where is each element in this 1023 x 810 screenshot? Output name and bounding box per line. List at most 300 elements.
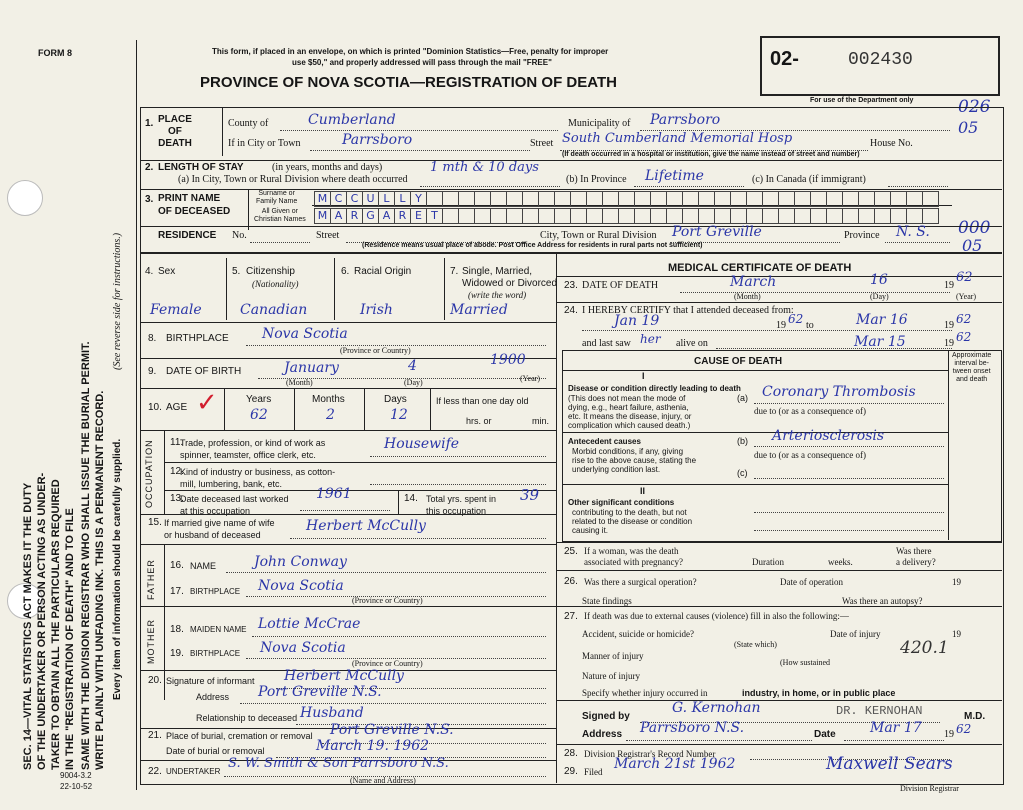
surname-box <box>602 191 619 207</box>
item-3-number: 3. <box>145 194 154 205</box>
age-months-value: 2 <box>326 407 335 423</box>
given-box <box>586 208 603 224</box>
manner-label: Manner of injury <box>582 651 644 661</box>
item-14-number: 14. <box>404 493 418 504</box>
sex-value: Female <box>150 302 202 318</box>
cause-of-death-title: CAUSE OF DEATH <box>694 356 783 367</box>
informant-address-value: Port Greville N.S. <box>258 684 382 700</box>
given-box <box>314 208 331 224</box>
death-year-hint: (Year) <box>956 292 977 301</box>
hospital-value: South Cumberland Memorial Hosp <box>562 131 793 146</box>
given-letter: A <box>334 209 343 222</box>
surname-box <box>618 191 635 207</box>
street-label: Street <box>530 138 554 149</box>
residence-province-value: N. S. <box>896 224 930 240</box>
given-letter: M <box>317 209 328 222</box>
given-box <box>874 208 891 224</box>
mother-maiden-label: MAIDEN NAME <box>190 625 247 634</box>
surname-box <box>570 191 587 207</box>
roman-i: I <box>642 371 645 381</box>
surname-letter: C <box>334 192 343 205</box>
print-name-label: PRINT NAME OF DECEASED <box>158 193 231 217</box>
registrar-signature: Maxwell Sears <box>826 754 953 774</box>
side-instruction-5: SAME WITH THE DIVISION REGISTRAR WHO SHALL ISSUE THE BURIAL PERMIT. <box>80 341 92 770</box>
surname-box <box>490 191 507 207</box>
item-15-number: 15. <box>148 517 162 528</box>
surname-box <box>874 191 891 207</box>
last-saw-label: and last saw <box>582 338 631 349</box>
age-days-label: Days <box>384 394 407 405</box>
given-names-label: All Given or Christian Names <box>254 208 306 223</box>
surname-box <box>842 191 859 207</box>
birthplace-hint: (Province or Country) <box>340 346 411 355</box>
surname-box <box>810 191 827 207</box>
registration-prefix: 02- <box>770 48 799 70</box>
surname-box <box>474 191 491 207</box>
given-box <box>458 208 475 224</box>
trade-label: Trade, profession, or kind of work as spinner, teamster, office clerk, etc. <box>180 438 326 460</box>
department-use-note: For use of the Department only <box>810 97 914 104</box>
surname-box <box>826 191 843 207</box>
length-of-stay-units: (in years, months and days) <box>272 162 383 173</box>
surname-letter: U <box>366 192 375 205</box>
item-27-number: 27. <box>564 611 578 622</box>
how-sustained-hint: (How sustained <box>780 658 830 667</box>
sex-label: Sex <box>158 266 176 277</box>
item-7-number: 7. <box>450 266 459 277</box>
los-province-label: (b) In Province <box>566 174 627 185</box>
registration-number: 002430 <box>848 50 913 70</box>
surname-box <box>762 191 779 207</box>
death-month-value: March <box>730 274 777 290</box>
citizenship-value: Canadian <box>240 302 308 318</box>
punch-hole-top <box>7 180 43 216</box>
certify-label: I HEREBY CERTIFY that I attended deceased from: <box>582 305 794 316</box>
mother-side-label: MOTHER <box>146 619 156 664</box>
other-conditions-head: Other significant conditions <box>568 498 675 507</box>
given-box <box>682 208 699 224</box>
given-box <box>554 208 571 224</box>
surname-box <box>746 191 763 207</box>
duration-label: Duration <box>752 557 784 567</box>
given-box <box>490 208 507 224</box>
burial-date-value: March 19. 1962 <box>316 738 430 754</box>
envelope-note-2: use $50," and properly addressed will pass through the mail "FREE" <box>292 58 552 67</box>
citizenship-label: Citizenship <box>246 266 295 277</box>
father-birthplace-value: Nova Scotia <box>258 578 344 594</box>
cause-b-label: (b) <box>737 436 748 446</box>
item-28-number: 28. <box>564 748 578 759</box>
given-box <box>602 208 619 224</box>
racial-origin-label: Racial Origin <box>354 266 412 277</box>
given-box <box>810 208 827 224</box>
father-birthplace-hint: (Province or Country) <box>352 596 423 605</box>
less-than-day-label: If less than one day old <box>436 396 529 406</box>
county-value: Cumberland <box>308 112 396 128</box>
immediate-cause-note: (This does not mean the mode of dying, e.g., heart failure, asthenia, etc. It means the disease, injury, or complication which caused death.) <box>568 394 692 430</box>
nature-label: Nature of injury <box>582 671 640 681</box>
informant-label: Signature of informant <box>166 676 255 686</box>
attend-to-year: 62 <box>956 312 972 326</box>
left-rule <box>136 40 137 790</box>
informant-address-label: Address <box>196 692 230 702</box>
given-box <box>474 208 491 224</box>
surname-box <box>426 191 443 207</box>
surname-box <box>906 191 923 207</box>
item-9-number: 9. <box>148 366 157 377</box>
state-which-hint: (State which) <box>734 640 777 649</box>
given-box <box>666 208 683 224</box>
dept-code-3: 000 <box>958 218 991 238</box>
surname-box <box>682 191 699 207</box>
mother-birthplace-hint: (Province or Country) <box>352 659 423 668</box>
relationship-value: Husband <box>300 705 364 721</box>
attend-from-value: Jan 19 <box>614 313 660 329</box>
sig-date-value: Mar 17 <box>870 720 922 736</box>
md-label: M.D. <box>964 711 986 722</box>
mother-name-value: Lottie McCrae <box>258 616 361 632</box>
surname-letter: L <box>399 192 406 205</box>
given-letter: G <box>366 209 375 222</box>
last-saw-value: her <box>640 332 661 346</box>
residence-no-label: No. <box>232 230 247 241</box>
city-town-label: If in City or Town <box>228 138 301 149</box>
nationality-label: (Nationality) <box>252 279 299 289</box>
total-years-label: Total yrs. spent in this occupation <box>426 494 497 516</box>
item-21-number: 21. <box>148 730 162 741</box>
form-title: PROVINCE OF NOVA SCOTIA—REGISTRATION OF DEATH <box>200 74 617 91</box>
father-birthplace-label: BIRTHPLACE <box>190 587 241 596</box>
hrs-label: hrs. or <box>466 416 492 426</box>
filed-value: March 21st 1962 <box>614 756 736 772</box>
injury-code-value: 420.1 <box>900 638 949 658</box>
dob-year-hint: (Year) <box>520 374 541 383</box>
cause-a-label: (a) <box>737 393 748 403</box>
given-box <box>714 208 731 224</box>
residence-province-label: Province <box>844 230 880 241</box>
item-22-number: 22. <box>148 766 162 777</box>
given-box <box>362 208 379 224</box>
surname-box <box>522 191 539 207</box>
informant-value: Herbert McCully <box>284 668 404 684</box>
given-box <box>506 208 523 224</box>
surname-box <box>314 191 331 207</box>
alive-on-year: 62 <box>956 330 972 344</box>
given-box <box>650 208 667 224</box>
item-8-number: 8. <box>148 333 157 344</box>
item-18-number: 18. <box>170 624 184 635</box>
violence-label: If death was due to external causes (violence) fill in also the following:— <box>584 611 849 621</box>
house-no-label: House No. <box>870 138 913 149</box>
print-code-2: 22-10-52 <box>60 782 93 791</box>
surname-letter: Y <box>415 192 422 205</box>
surname-box <box>458 191 475 207</box>
mother-birthplace-value: Nova Scotia <box>260 640 346 656</box>
given-box <box>410 208 427 224</box>
age-label: AGE <box>166 402 188 413</box>
marital-label: Single, Married, Widowed or Divorced <box>462 266 558 289</box>
div-reg-number-label: Division Registrar's Record Number <box>584 749 716 759</box>
given-box <box>442 208 459 224</box>
given-box <box>730 208 747 224</box>
surname-box <box>330 191 347 207</box>
relationship-label: Relationship to deceased <box>196 713 298 723</box>
sig-address-value: Parrsboro N.S. <box>640 720 745 736</box>
given-box <box>426 208 443 224</box>
item-6-number: 6. <box>341 266 350 277</box>
surname-box <box>586 191 603 207</box>
given-box <box>906 208 923 224</box>
residence-city-label: City, Town or Rural Division <box>540 230 657 241</box>
given-letter: R <box>398 209 407 222</box>
item-17-number: 17. <box>170 586 184 597</box>
date-of-death-label: DATE OF DEATH <box>582 280 659 291</box>
spouse-value: Herbert McCully <box>306 518 426 534</box>
item-24-number: 24. <box>564 305 578 316</box>
given-letter: R <box>350 209 359 222</box>
given-box <box>890 208 907 224</box>
alive-on-value: Mar 15 <box>854 334 906 350</box>
operation-year-prefix: 19 <box>952 577 961 587</box>
attend-from-year: 62 <box>788 312 804 326</box>
surgical-label: Was there a surgical operation? <box>584 577 697 587</box>
birthplace-value: Nova Scotia <box>262 326 348 342</box>
item-16-number: 16. <box>170 560 184 571</box>
sig-year-prefix: 19 <box>944 729 954 740</box>
print-code-1: 9004-3.2 <box>60 771 92 780</box>
given-letter: A <box>382 209 391 222</box>
dob-year-value: 1900 <box>490 352 526 368</box>
age-months-label: Months <box>312 394 345 405</box>
surname-box <box>378 191 395 207</box>
attend-to-label: to <box>806 320 814 331</box>
given-box <box>346 208 363 224</box>
surname-box <box>538 191 555 207</box>
surname-box <box>698 191 715 207</box>
surname-box <box>346 191 363 207</box>
surname-letter: C <box>350 192 359 205</box>
min-label: min. <box>532 416 550 426</box>
date-injury-label: Date of injury <box>830 629 881 639</box>
envelope-note-1: This form, if placed in an envelope, on which is printed "Dominion Statistics—Free, penalty for improper <box>212 47 609 56</box>
side-instruction-7: Every item of information should be carefully supplied. <box>112 438 123 700</box>
dob-label: DATE OF BIRTH <box>166 366 242 377</box>
given-box <box>618 208 635 224</box>
age-years-value: 62 <box>250 407 268 423</box>
sig-date-label: Date <box>814 729 836 740</box>
surname-box <box>858 191 875 207</box>
dob-month-value: January <box>284 360 339 376</box>
surname-box <box>506 191 523 207</box>
given-box <box>634 208 651 224</box>
dob-day-hint: (Day) <box>404 378 423 387</box>
surname-box <box>634 191 651 207</box>
sig-year-value: 62 <box>956 722 972 736</box>
city-town-value: Parrsboro <box>342 132 413 148</box>
given-box <box>538 208 555 224</box>
municipality-value: Parrsboro <box>650 112 721 128</box>
undertaker-hint: (Name and Address) <box>350 776 416 785</box>
side-instruction-2: OF THE UNDERTAKER OR PERSON ACTING AS UNDER- <box>36 472 48 770</box>
autopsy-label: Was there an autopsy? <box>842 596 923 606</box>
given-box <box>842 208 859 224</box>
occupation-side-label: OCCUPATION <box>144 439 154 508</box>
municipality-label: Municipality of <box>568 118 631 129</box>
surname-box <box>410 191 427 207</box>
death-month-hint: (Month) <box>734 292 761 301</box>
given-box <box>762 208 779 224</box>
alive-on-year-prefix: 19 <box>944 338 954 349</box>
antecedent-note: Morbid conditions, if any, giving rise to the above cause, stating the underlying condition last. <box>572 447 697 474</box>
item-13-number: 13. <box>170 493 184 504</box>
cause-c-label: (c) <box>737 468 748 478</box>
given-letter: E <box>415 209 422 222</box>
immediate-cause-head: Disease or condition directly leading to death <box>568 384 741 393</box>
cause-a-due-to: due to (or as a consequence of) <box>754 406 866 416</box>
item-23-number: 23. <box>564 280 578 291</box>
father-side-label: FATHER <box>146 559 156 600</box>
father-name-value: John Conway <box>254 554 347 570</box>
hospital-note: (If death occurred in a hospital or institution, give the name instead of street and number) <box>562 151 860 158</box>
dept-code-4: 05 <box>962 236 983 255</box>
attend-to-year-prefix: 19 <box>944 320 954 331</box>
given-box <box>394 208 411 224</box>
given-box <box>330 208 347 224</box>
surname-box <box>666 191 683 207</box>
undertaker-value: S. W. Smith & Son Parrsboro N.S. <box>228 756 449 771</box>
woman-label: If a woman, was the death associated with pregnancy? <box>584 546 683 567</box>
item-19-number: 19. <box>170 648 184 659</box>
surname-box <box>778 191 795 207</box>
item-4-number: 4. <box>145 266 154 277</box>
item-1-number: 1. <box>145 118 154 129</box>
residence-city-value: Port Greville <box>672 224 762 240</box>
age-days-value: 12 <box>390 407 408 423</box>
given-box <box>522 208 539 224</box>
residence-note: (Residence means usual place of abode. Post Office Address for residents in rural parts not sufficient) <box>362 242 703 249</box>
racial-value: Irish <box>360 302 393 318</box>
surname-box <box>922 191 939 207</box>
given-box <box>378 208 395 224</box>
los-province-value: Lifetime <box>645 168 704 184</box>
given-box <box>826 208 843 224</box>
roman-ii: II <box>640 486 646 496</box>
form-number: FORM 8 <box>38 48 73 58</box>
surname-letter: M <box>317 192 328 205</box>
accident-label: Accident, suicide or homicide? <box>582 629 694 639</box>
attend-from-year-prefix: 19 <box>776 320 786 331</box>
trade-value: Housewife <box>384 436 460 452</box>
burial-place-value: Port Greville N.S. <box>330 722 454 738</box>
dept-code-1: 026 <box>958 97 991 117</box>
red-check-mark: ✓ <box>196 388 218 418</box>
side-instruction-4: IN THE "REGISTRATION OF DEATH" AND TO FILE <box>64 508 76 770</box>
industry-label: Kind of industry or business, as cotton- mill, lumbering, bank, etc. <box>180 467 336 489</box>
father-name-label: NAME <box>190 561 217 571</box>
weeks-label: weeks. <box>828 557 853 567</box>
age-years-label: Years <box>246 394 272 405</box>
side-instruction-6: WRITE PLAINLY WITH UNFADING INK. THIS IS A PERMANENT RECORD. <box>94 390 106 770</box>
other-conditions-note: contributing to the death, but not related to the disease or condition causing it. <box>572 508 693 535</box>
spouse-label: If married give name of wife or husband of deceased <box>164 518 275 540</box>
item-12-number: 12. <box>170 466 184 477</box>
undertaker-label: UNDERTAKER <box>166 767 221 776</box>
cause-b-value: Arteriosclerosis <box>772 428 885 444</box>
filed-label: Filed <box>584 767 603 777</box>
item-11-number: 11. <box>170 437 184 448</box>
signed-by-stamp: DR. KERNOHAN <box>836 704 923 718</box>
date-operation-label: Date of operation <box>780 577 843 587</box>
given-letter: T <box>431 209 438 222</box>
dob-day-value: 4 <box>408 358 417 374</box>
state-findings-label: State findings <box>582 596 632 606</box>
side-instruction-8: (See reverse side for instructions.) <box>112 232 123 370</box>
specify-label: Specify whether injury occurred in <box>582 688 708 698</box>
side-instruction-3: TAKER TO OBTAIN ALL THE PARTICULARS REQUIRED <box>50 479 62 770</box>
item-29-number: 29. <box>564 766 578 777</box>
residence-street-label: Street <box>316 230 340 241</box>
dept-code-2: 05 <box>958 118 979 137</box>
item-25-number: 25. <box>564 546 578 557</box>
cause-b-due-to: due to (or as a consequence of) <box>754 450 866 460</box>
surname-box <box>362 191 379 207</box>
death-year-prefix: 19 <box>944 280 954 291</box>
injury-year-prefix: 19 <box>952 629 961 639</box>
last-worked-value: 1961 <box>316 486 352 502</box>
los-city-label: (a) In City, Town or Rural Division where death occurred <box>178 174 408 185</box>
los-city-value: 1 mth & 10 days <box>430 160 539 175</box>
surname-box <box>554 191 571 207</box>
los-canada-label: (c) In Canada (if immigrant) <box>752 174 866 185</box>
signed-by-label: Signed by <box>582 711 630 722</box>
specify-bold-label: industry, in home, or in public place <box>742 688 896 698</box>
surname-box <box>730 191 747 207</box>
burial-place-label: Place of burial, cremation or removal <box>166 731 313 741</box>
delivery-label: Was there a delivery? <box>896 546 936 567</box>
death-day-value: 16 <box>870 272 888 288</box>
item-2-number: 2. <box>145 162 154 173</box>
given-box <box>698 208 715 224</box>
mother-birthplace-label: BIRTHPLACE <box>190 649 241 658</box>
death-day-hint: (Day) <box>870 292 889 301</box>
surname-box <box>890 191 907 207</box>
alive-on-label: alive on <box>676 338 708 349</box>
death-year-value: 62 <box>956 270 973 285</box>
item-20-number: 20. <box>148 675 162 686</box>
write-word-label: (write the word) <box>468 290 527 300</box>
sig-address-label: Address <box>582 729 623 740</box>
given-box <box>922 208 939 224</box>
surname-box <box>394 191 411 207</box>
surname-box <box>794 191 811 207</box>
cause-a-value: Coronary Thrombosis <box>762 384 916 400</box>
medical-certificate-title: MEDICAL CERTIFICATE OF DEATH <box>668 262 852 274</box>
birthplace-label: BIRTHPLACE <box>166 333 229 344</box>
item-5-number: 5. <box>232 266 241 277</box>
length-of-stay-label: LENGTH OF STAY <box>158 162 244 173</box>
surname-box <box>442 191 459 207</box>
side-instruction-1: SEC. 14—VITAL STATISTICS ACT MAKES IT THE DUTY <box>22 482 34 770</box>
surname-label: Surname or Family Name <box>256 190 298 205</box>
marital-value: Married <box>450 302 508 318</box>
approx-interval-label: Approximate interval be- tween onset and death <box>952 352 992 383</box>
surname-box <box>650 191 667 207</box>
signed-by-value: G. Kernohan <box>672 700 761 716</box>
antecedent-head: Antecedent causes <box>568 437 641 446</box>
item-26-number: 26. <box>564 576 578 587</box>
place-of-death-label: PLACE OF DEATH <box>158 114 192 149</box>
dob-month-hint: (Month) <box>286 378 313 387</box>
